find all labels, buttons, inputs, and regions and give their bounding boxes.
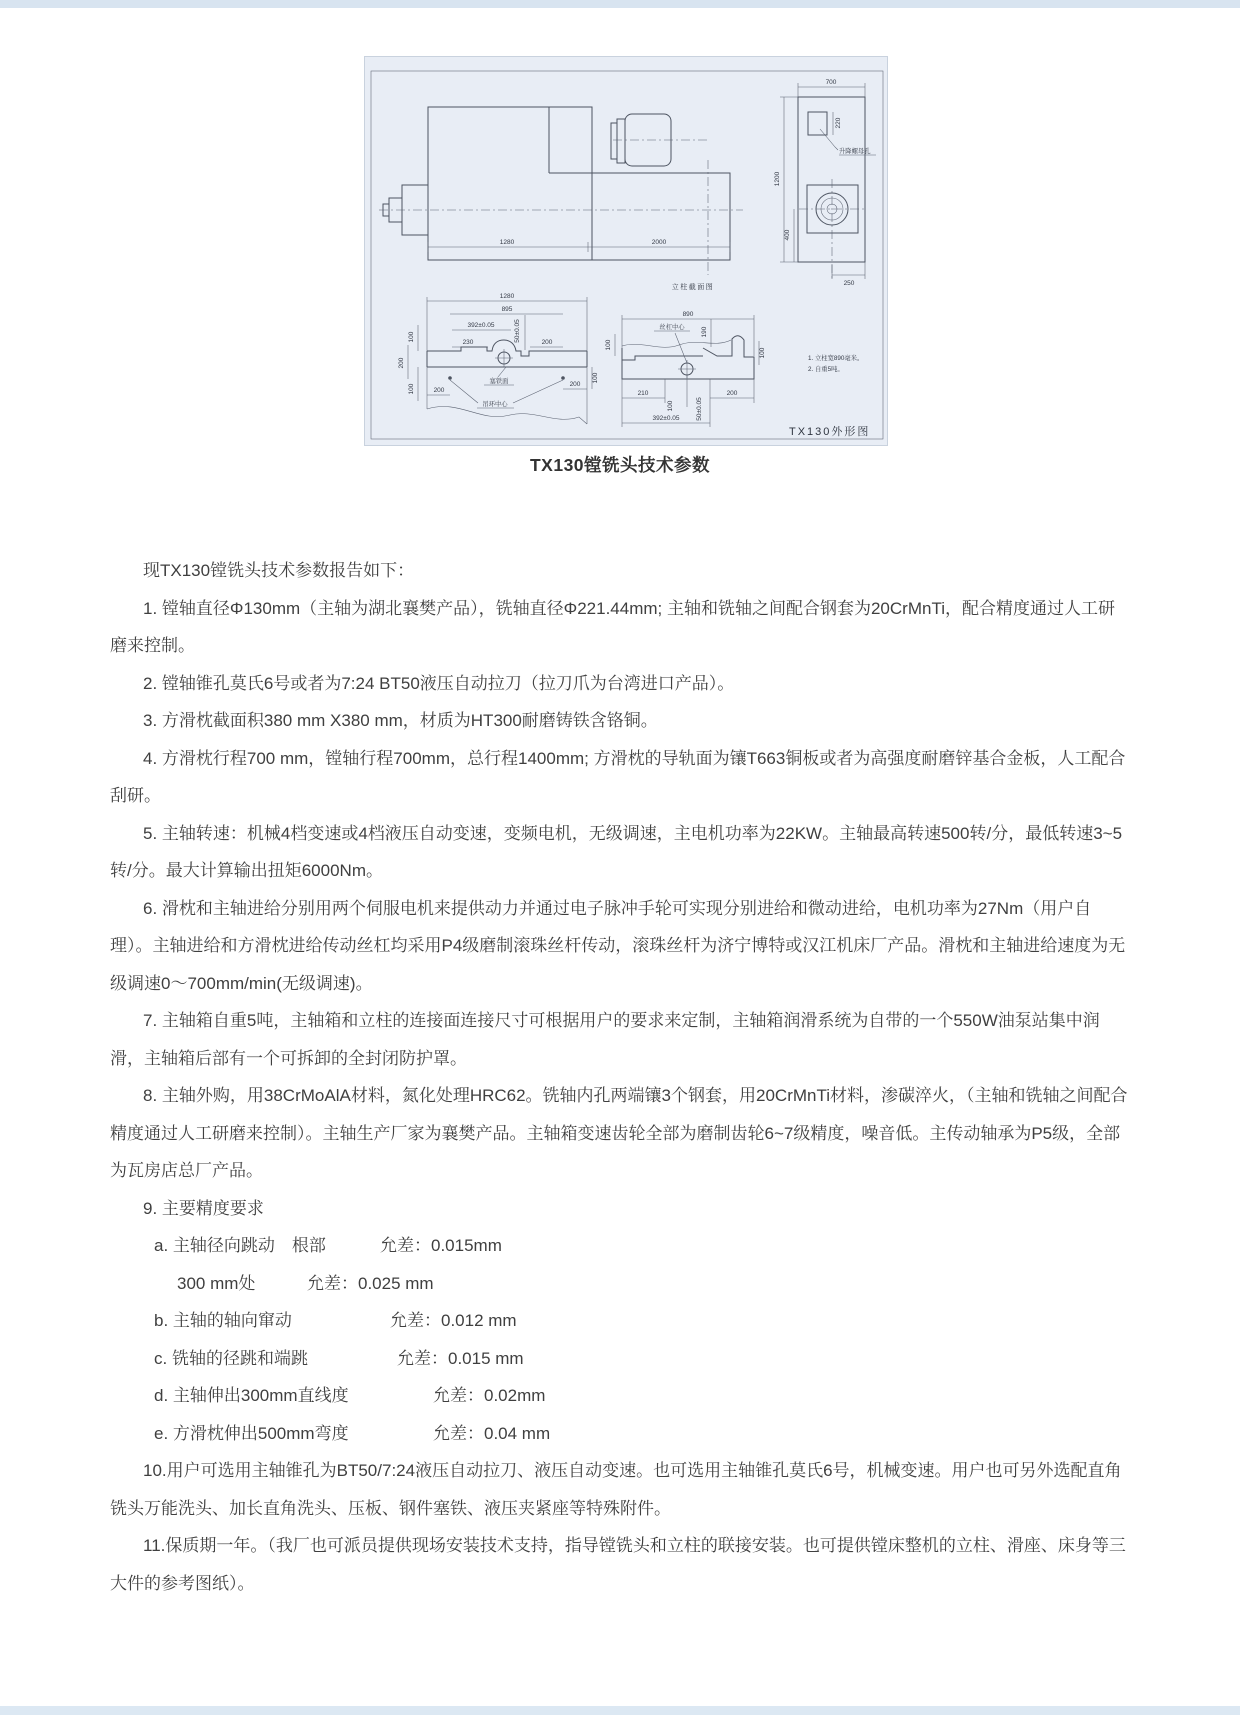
tx130-outline-drawing: [365, 57, 887, 445]
precision-label: e. 方滑枕伸出500mm弯度: [154, 1423, 349, 1443]
item-5: 5. 主轴转速：机械4档变速或4档液压自动变速，变频电机，无级调速，主电机功率为22KW。主轴最高转速500转/分，最低转速3~5转/分。最大计算输出扭矩6000Nm。: [110, 823, 1123, 880]
precision-value: 允差：0.015 mm: [397, 1348, 524, 1368]
dim-label: 200: [569, 381, 581, 388]
column-foot-section-view: [605, 311, 766, 427]
dim-label: 392±0.05: [467, 322, 495, 329]
item-2: 2. 镗轴锥孔莫氏6号或者为7:24 BT50液压自动拉刀（拉刀爪为台湾进口产品）。: [143, 673, 735, 693]
dim-label: 1280: [499, 293, 515, 300]
dim-label: 895: [501, 306, 513, 313]
precision-row-c: [110, 1340, 1130, 1378]
drawing-frame: [371, 71, 883, 439]
lift-nut-hole-label: 升降螺母孔: [839, 148, 871, 155]
dim-label: 200: [726, 390, 738, 397]
precision-value: 允差：0.02mm: [433, 1386, 546, 1405]
drawing-notes: [808, 353, 863, 373]
precision-label: c. 铣轴的径跳和端跳: [154, 1348, 308, 1368]
precision-label: a. 主轴径向跳动 根部: [154, 1236, 326, 1255]
dim-label: 100: [667, 400, 674, 412]
item-3: 3. 方滑枕截面积380 mm X380 mm，材质为HT300耐磨铸铁含铬铜。: [143, 711, 658, 730]
drawing-caption: TX130外形图: [789, 426, 871, 438]
dim-label: 1280: [499, 239, 515, 246]
ram-section-view: [398, 293, 599, 424]
dim-label: 1200: [774, 171, 781, 187]
dim-label: 100: [408, 383, 415, 395]
precision-row-a2: [110, 1265, 1130, 1303]
precision-value: 允差：0.012 mm: [390, 1311, 517, 1330]
precision-row-e: [110, 1415, 1130, 1453]
precision-label: d. 主轴伸出300mm直线度: [154, 1386, 349, 1405]
dim-label: 200: [398, 357, 405, 369]
ring-center-label: 吊环中心: [482, 401, 508, 408]
dim-label: 50±0.05: [514, 319, 521, 343]
item-11: 11.保质期一年。（我厂也可派员提供现场安装技术支持，指导镗铣头和立柱的联接安装。也可提供镗床整机的立柱、滑座、床身等三大件的参考图纸）。: [110, 1536, 1126, 1593]
item-1: 1. 镗轴直径Φ130mm（主轴为湖北襄樊产品），铣轴直径Φ221.44mm; 主轴和铣轴之间配合钢套为20CrMnTi，配合精度通过人工研磨来控制。: [110, 598, 1115, 655]
dim-label: 100: [592, 372, 599, 384]
dim-label: 220: [835, 117, 842, 129]
dim-label: 100: [759, 347, 766, 359]
dim-label: 2000: [651, 239, 667, 246]
item-6: 6. 滑枕和主轴进给分别用两个伺服电机来提供动力并通过电子脉冲手轮可实现分别进给和微动进给，电机功率为27Nm（用户自理）。主轴进给和方滑枕进给传动丝杠均采用P4级磨制滚珠丝杆传动，滚珠丝杆为济宁博特或汉江机床厂产品。滑枕和主轴进给速度为无级调速0～700mm/min(无级调速)。: [110, 898, 1126, 993]
drawing-note: 1. 立柱宽890毫米。: [808, 355, 864, 362]
item-4: 4. 方滑枕行程700 mm，镗轴行程700mm，总行程1400mm; 方滑枕的导轨面为镶T663铜板或者为高强度耐磨锌基合金板，人工配合刮研。: [110, 748, 1126, 805]
item-7: 7. 主轴箱自重5吨，主轴箱和立柱的连接面连接尺寸可根据用户的要求来定制，主轴箱润滑系统为自带的一个550W油泵站集中润滑，主轴箱后部有一个可拆卸的全封闭防护罩。: [110, 1011, 1100, 1068]
screw-center-label: 丝杠中心: [659, 324, 685, 331]
drawing-note: 2. 自重5吨。: [808, 366, 844, 373]
page-edge-top: [0, 0, 1240, 8]
precision-row-b: [110, 1302, 1130, 1340]
precision-row-a: [110, 1227, 1130, 1265]
dim-label: 100: [605, 339, 612, 351]
document-body: [110, 552, 1130, 1602]
dim-label: 200: [541, 339, 553, 346]
dim-label: 392±0.05: [652, 415, 680, 422]
dim-label: 890: [682, 311, 694, 318]
precision-value: 允差：0.04 mm: [433, 1423, 551, 1443]
column-section-caption: 立柱截面图: [671, 284, 715, 291]
precision-row-d: [110, 1377, 1130, 1415]
technical-drawing: [365, 57, 887, 445]
dim-label: 210: [637, 390, 649, 397]
precision-value: 允差：0.025 mm: [307, 1273, 434, 1293]
dim-label: 230: [462, 339, 474, 346]
item-9: 9. 主要精度要求: [143, 1198, 264, 1218]
dim-label: 190: [701, 326, 708, 338]
precision-label: 300 mm处: [177, 1273, 256, 1293]
dim-label: 250: [843, 280, 855, 287]
page-title: TX130镗铣头技术参数: [529, 455, 711, 475]
dim-label: 100: [408, 331, 415, 343]
precision-value: 允差：0.015mm: [380, 1236, 502, 1255]
dim-label: 400: [784, 229, 791, 241]
item-8: 8. 主轴外购，用38CrMoAlA材料，氮化处理HRC62。铣轴内孔两端镶3个钢套，用20CrMnTi材料，渗碳淬火，（主轴和铣轴之间配合精度通过人工研磨来控制）。主轴生产厂家为襄樊产品。主轴箱变速齿轮全部为磨制齿轮6~7级精度，噪音低。主传动轴承为P5级，全部为瓦房店总厂产品。: [110, 1086, 1128, 1180]
item-10: 10.用户可选用主轴锥孔为BT50/7:24液压自动拉刀、液压自动变速。也可选用主轴锥孔莫氏6号，机械变速。用户也可另外选配直角铣头万能洗头、加长直角洗头、压板、钢件塞铁、液压夹紧座等特殊附件。: [110, 1461, 1122, 1518]
dim-label: 50±0.05: [696, 397, 703, 421]
precision-label: b. 主轴的轴向窜动: [154, 1311, 292, 1330]
dim-label: 200: [433, 387, 445, 394]
page-edge-bottom: [0, 1706, 1240, 1715]
column-section-view: [774, 79, 876, 287]
intro-paragraph: 现TX130镗铣头技术参数报告如下：: [143, 561, 415, 580]
dim-label: 700: [825, 79, 837, 86]
wedge-face-label: 塞铁面: [489, 378, 509, 385]
main-side-view: [379, 107, 743, 275]
